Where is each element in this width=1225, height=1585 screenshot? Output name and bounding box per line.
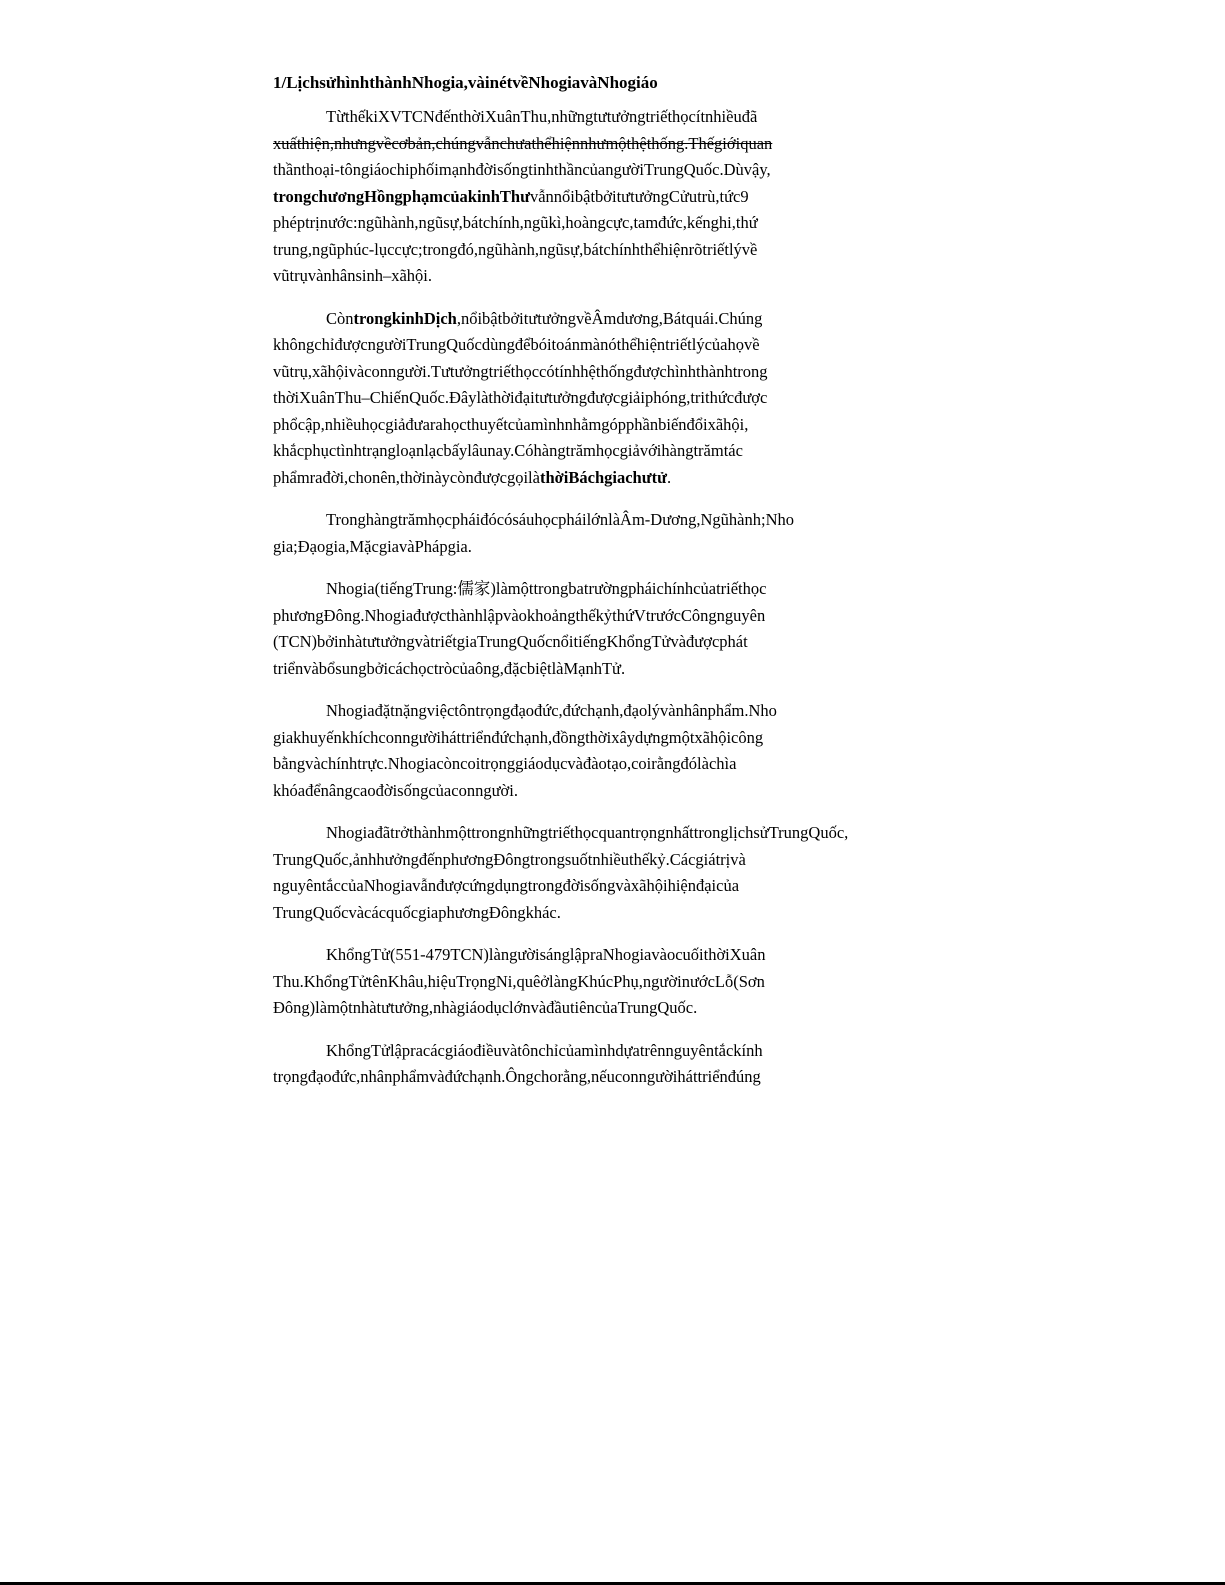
text-line: khắcphụctìnhtrạngloạnlạcbấylâunay.Cóhàngtrămhọcgiảvớihàngtrămtác <box>273 441 743 460</box>
paragraph-5 <box>273 698 873 804</box>
text-line: phươngĐông.NhogiađượcthànhlậpvàokhoảngthếkỷthứVtrướcCôngnguyên <box>273 605 766 625</box>
text-run: ,nổibậtbởitưtưởngvềÂmdương,Bátquái.Chúng <box>456 308 763 328</box>
bold-phrase: thờiBáchgiachưtử <box>539 467 667 487</box>
text-line: TrungQuốcvàcácquốcgiaphươngĐôngkhác. <box>273 902 561 922</box>
bold-phrase: trongkinhDịch <box>353 308 457 328</box>
text-line: (TCN)bởinhàtưtưởngvàtriếtgiaTrungQuốcnổitiếngKhổngTửvàđượcphát <box>273 632 748 651</box>
text-line: thầnthoại-tôngiáochiphốimạnhđờisốngtinhthầncủangườiTrungQuốc.Dùvậy, <box>273 160 771 179</box>
text-line: Đông)làmộtnhàtưtưởng,nhàgiáodụclớnvàđầutiêncủaTrungQuốc. <box>273 998 698 1017</box>
text-line: TừthếkiXVTCNđếnthờiXuânThu,nhữngtưtưởngtriếthọcítnhiềuđã <box>326 107 758 126</box>
text-line <box>273 306 873 333</box>
text-line: TronghàngtrămhọcpháiđócósáuhọcpháilớnlàÂm-Dương,Ngũhành;Nho <box>326 510 794 529</box>
text-line: vũtrụvànhânsinh–xãhội. <box>273 266 433 285</box>
paragraph-8 <box>273 1038 873 1091</box>
text-line: thờiXuânThu–ChiếnQuốc.Đâylàthờiđạitưtưởngđượcgiảiphóng,trithứcđược <box>273 388 768 407</box>
text-run: vẫnnổibậtbởitưtưởngCửutrù,tức9 <box>529 186 749 206</box>
paragraph-1 <box>273 104 873 290</box>
document-page <box>273 72 873 1107</box>
text-run: . <box>667 467 672 487</box>
text-line: Nhogiađặtnặngviệctôntrọngđạođức,đứchạnh,đạolývànhânphẩm.Nho <box>326 701 777 720</box>
text-line: gia;Đạogia,MặcgiavàPhápgia. <box>273 536 472 556</box>
text-line <box>273 465 873 492</box>
text-line-struck: xuấthiện,nhưngvềcơbản,chúngvẫnchưathểhiệnnhưmộthệthống.Thếgiớiquan <box>273 133 773 153</box>
text-line: Thu.KhổngTửtênKhâu,hiệuTrọngNi,quêởlàngKhúcPhụ,ngườinướcLỗ(Sơn <box>273 971 765 991</box>
paragraph-7 <box>273 942 873 1022</box>
text-line: nguyêntắccủaNhogiavẫnđượcứngdụngtrongđờisốngvàxãhộihiệnđạicủa <box>273 876 740 895</box>
paragraph-2 <box>273 306 873 492</box>
text-line: phổcập,nhiềuhọcgiảđưarahọcthuyếtcủamìnhnhằmgópphầnbiếnđổixãhội, <box>273 414 749 434</box>
text-run: phẩmrađời,chonên,thờinàycònđượcgọilà <box>273 467 540 487</box>
paragraph-3 <box>273 507 873 560</box>
text-line: bằngvàchínhtrực.Nhogiacòncoitrọnggiáodụcvàđàotạo,coirằngđólàchìa <box>273 754 737 773</box>
section-heading: 1/LịchsửhìnhthànhNhogia,vàinétvềNhogiavàNhogiáo <box>273 73 658 92</box>
text-line: KhổngTử(551-479TCN)làngườisánglậpraNhogiavàocuốithờiXuân <box>326 945 766 964</box>
text-line: Nhogia(tiếngTrung:儒家)làmộttrongbatrườngpháichínhcủatriếthọc <box>326 579 767 598</box>
text-line <box>273 184 873 211</box>
text-line: vũtrụ,xãhộivàconngười.Tưtưởngtriếthọccótínhhệthốngđượchìnhthànhtrong <box>273 361 768 381</box>
text-line: trọngđạođức,nhânphẩmvàđứchạnh.Ôngchorằng,nếuconngườiháttriểnđúng <box>273 1067 761 1086</box>
text-line: phéptrịnước:ngũhành,ngũsự,bátchính,ngũkì,hoàngcực,tamđức,kếnghi,thứ <box>273 213 758 232</box>
text-line: NhogiađãtrởthànhmộttrongnhữngtriếthọcquantrọngnhấttronglịchsửTrungQuốc, <box>326 823 849 842</box>
text-line: triểnvàbổsungbởicáchọctròcủaông,đặcbiệtlàMạnhTử. <box>273 658 626 678</box>
text-line: khóađểnângcaođờisốngcủaconngười. <box>273 780 518 800</box>
text-line: KhổngTửlậpracácgiáođiềuvàtônchỉcủamìnhdựatrênnguyêntắckính <box>326 1040 763 1060</box>
text-run: Còn <box>326 308 354 328</box>
paragraph-4 <box>273 576 873 682</box>
bold-phrase: trongchươngHồngphạmcủakinhThư <box>273 186 530 206</box>
text-line: giakhuyếnkhíchconngườiháttriểnđứchạnh,đồngthờixâydựngmộtxãhộicông <box>273 727 764 747</box>
text-line: khôngchỉđượcngườiTrungQuốcdùngđểbóitoánmànóthểhiệntriếtlýcủahọvề <box>273 335 760 354</box>
text-line: TrungQuốc,ảnhhưởngđếnphươngĐôngtrongsuốtnhiềuthếkỷ.Cácgiátrịvà <box>273 849 746 869</box>
paragraph-6 <box>273 820 873 926</box>
text-line: trung,ngũphúc-lụccực;trongđó,ngũhành,ngũsự,bátchínhthểhiệnrõtriếtlývề <box>273 239 758 259</box>
